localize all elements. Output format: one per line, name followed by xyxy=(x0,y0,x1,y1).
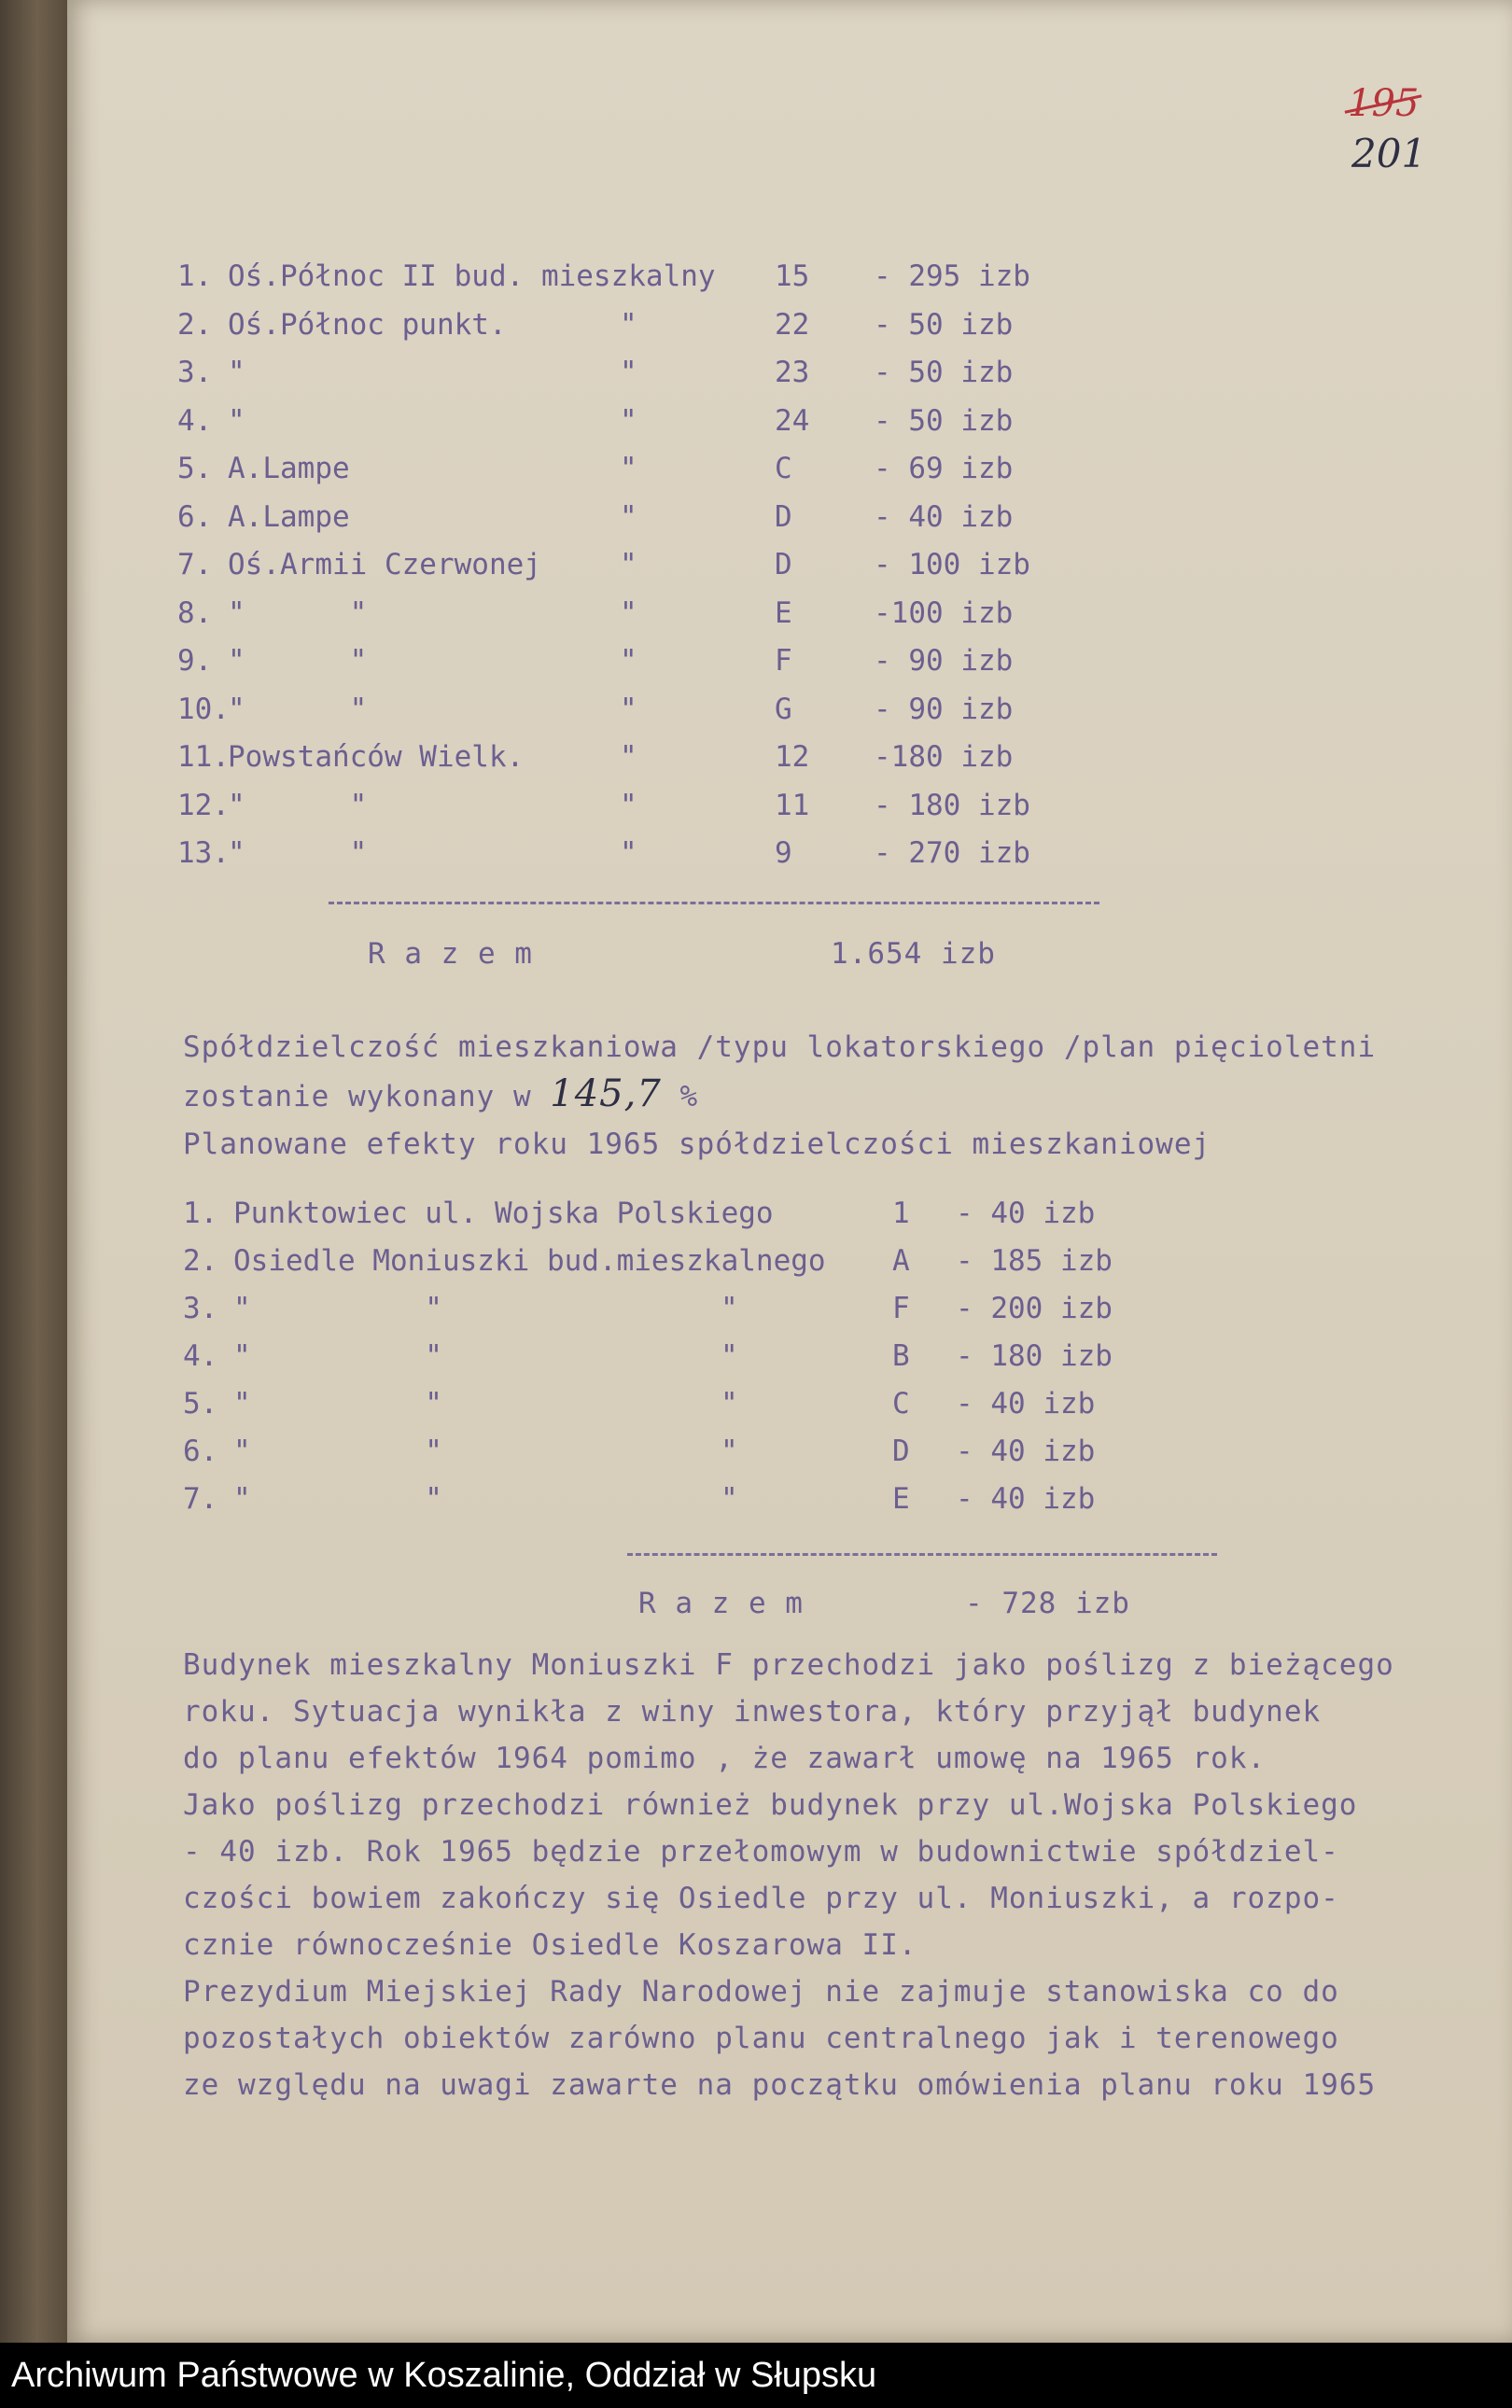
table1-val: - 295 izb xyxy=(874,259,1030,293)
archive-footer: Archiwum Państwowe w Koszalinie, Oddział w Słupsku xyxy=(0,2343,1512,2408)
table1-num: 5. xyxy=(177,452,213,485)
table2-val: - 40 izb xyxy=(956,1482,1096,1516)
table1-name: Powstańców Wielk. xyxy=(228,740,525,774)
paragraph2-line: roku. Sytuacja wynikła z winy inwestora, który przyjął budynek xyxy=(183,1695,1322,1729)
paragraph2-line: do planu efektów 1964 pomimo , że zawarł umowę na 1965 rok. xyxy=(183,1742,1267,1775)
table1-num: 9. xyxy=(177,644,213,678)
table2-num: 7. xyxy=(183,1482,218,1516)
table2-id: B xyxy=(892,1339,910,1373)
book-binding xyxy=(0,0,67,2343)
table1-name: " xyxy=(228,356,245,389)
table1-num: 8. xyxy=(177,595,213,630)
table2-name: Punktowiec ul. Wojska Polskiego xyxy=(233,1197,774,1230)
table1-id: 11 xyxy=(775,788,810,822)
table1-id: 15 xyxy=(775,259,810,293)
table2-val: - 40 izb xyxy=(956,1387,1096,1421)
table1-id: 23 xyxy=(775,356,810,389)
table2-id: F xyxy=(892,1292,910,1325)
page-number: 201 xyxy=(1351,131,1427,176)
table2-id: D xyxy=(892,1435,910,1468)
table2-num: 4. xyxy=(183,1339,218,1373)
table2-num: 1. xyxy=(183,1197,218,1230)
table1-name: " " xyxy=(228,644,368,678)
table1-num: 2. xyxy=(177,307,213,342)
table1-id: 22 xyxy=(775,307,810,342)
paragraph2-line: pozostałych obiektów zarówno planu centralnego jak i terenowego xyxy=(183,2022,1339,2055)
table2-id: E xyxy=(892,1482,910,1516)
table1-name: " " xyxy=(228,595,368,630)
table1-id: 24 xyxy=(775,403,810,438)
table1-val: - 100 izb xyxy=(874,548,1030,581)
table1-num: 11. xyxy=(177,740,230,774)
paragraph2-line: ze względu na uwagi zawarte na początku omówienia planu roku 1965 xyxy=(183,2068,1377,2102)
table1-id: 12 xyxy=(775,740,810,774)
table1-id: D xyxy=(775,548,792,581)
table1-total-label: R a z e m xyxy=(368,937,533,971)
table1-num: 3. xyxy=(177,356,213,389)
table1-num: 4. xyxy=(177,403,213,438)
table1-val: - 90 izb xyxy=(874,692,1014,726)
paragraph2-line: - 40 izb. Rok 1965 będzie przełomowym w budownictwie spółdziel- xyxy=(183,1835,1339,1869)
table1-id: 9 xyxy=(775,836,792,870)
table1-num: 12. xyxy=(177,788,230,822)
table1-mark: " xyxy=(620,836,637,870)
paragraph1-line2-text: zostanie wykonany w xyxy=(183,1080,532,1113)
table1-val: - 270 izb xyxy=(874,836,1030,870)
table2-name: " " xyxy=(233,1292,442,1325)
table2-val: - 185 izb xyxy=(956,1244,1113,1278)
table2-mark: " xyxy=(721,1387,738,1421)
table2-mark: " xyxy=(721,1292,738,1325)
table1-id: D xyxy=(775,499,792,534)
table1-name: A.Lampe xyxy=(228,499,350,534)
table1-val: - 50 izb xyxy=(874,356,1014,389)
paragraph1-line2 xyxy=(183,1072,699,1115)
table1-mark: " xyxy=(620,403,637,438)
table1-num: 7. xyxy=(177,548,213,581)
table1-mark: " xyxy=(620,788,637,822)
table2-id: A xyxy=(892,1244,910,1278)
table2-num: 6. xyxy=(183,1435,218,1468)
document-page xyxy=(67,0,1512,2343)
table1-id: E xyxy=(775,595,792,630)
table1-num: 1. xyxy=(177,259,213,293)
table2-id: C xyxy=(892,1387,910,1421)
table1-name: Oś.Armii Czerwonej xyxy=(228,548,541,581)
table1-name: " " xyxy=(228,788,368,822)
table2-separator xyxy=(627,1553,1217,1556)
table1-id: F xyxy=(775,644,792,678)
table1-val: - 90 izb xyxy=(874,644,1014,678)
table1-val: - 50 izb xyxy=(874,403,1014,438)
table1-id: G xyxy=(775,692,792,726)
table1-mark: " xyxy=(620,452,637,485)
table1-separator xyxy=(329,902,1099,904)
table2-name: " " xyxy=(233,1339,442,1373)
table1-name: Oś.Północ punkt. xyxy=(228,307,507,342)
table1-val: -100 izb xyxy=(874,595,1014,630)
table1-name: A.Lampe xyxy=(228,452,350,485)
percent-sign: % xyxy=(679,1080,699,1113)
table1-mark: " xyxy=(620,595,637,630)
table1-name: " " xyxy=(228,836,368,870)
table1-num: 10. xyxy=(177,692,230,726)
table1-name: " xyxy=(228,403,245,438)
table1-mark: " xyxy=(620,644,637,678)
table2-num: 5. xyxy=(183,1387,218,1421)
table2-name: " " xyxy=(233,1482,442,1516)
paragraph1-line3: Planowane efekty roku 1965 spółdzielczości mieszkaniowej xyxy=(183,1127,1211,1161)
table1-val: - 50 izb xyxy=(874,307,1014,342)
table2-id: 1 xyxy=(892,1197,910,1230)
table1-val: -180 izb xyxy=(874,740,1014,774)
table1-name: Oś.Północ II bud. mieszkalny xyxy=(228,259,716,293)
table2-val: - 40 izb xyxy=(956,1435,1096,1468)
table1-mark: " xyxy=(620,307,637,342)
table1-val: - 40 izb xyxy=(874,499,1014,534)
table1-mark: " xyxy=(620,499,637,534)
table2-name: Osiedle Moniuszki bud.mieszkalnego xyxy=(233,1244,826,1278)
table2-mark: " xyxy=(721,1435,738,1468)
table1-mark: " xyxy=(620,740,637,774)
paragraph2-line: Budynek mieszkalny Moniuszki F przechodzi jako poślizg z bieżącego xyxy=(183,1648,1394,1682)
table1-mark: " xyxy=(620,692,637,726)
handwritten-percentage: 145,7 xyxy=(550,1072,662,1115)
table1-mark: " xyxy=(620,548,637,581)
table2-num: 3. xyxy=(183,1292,218,1325)
table2-name: " " xyxy=(233,1435,442,1468)
table1-val: - 180 izb xyxy=(874,788,1030,822)
table2-mark: " xyxy=(721,1339,738,1373)
paragraph2-line: Prezydium Miejskiej Rady Narodowej nie zajmuje stanowiska co do xyxy=(183,1975,1339,2009)
table1-num: 6. xyxy=(177,499,213,534)
table2-mark: " xyxy=(721,1482,738,1516)
paragraph2-line: Jako poślizg przechodzi również budynek przy ul.Wojska Polskiego xyxy=(183,1788,1358,1822)
table2-total-label: R a z e m xyxy=(638,1587,804,1620)
table2-val: - 200 izb xyxy=(956,1292,1113,1325)
table1-id: C xyxy=(775,452,792,485)
table1-name: " " xyxy=(228,692,368,726)
table2-name: " " xyxy=(233,1387,442,1421)
table1-val: - 69 izb xyxy=(874,452,1014,485)
table2-num: 2. xyxy=(183,1244,218,1278)
paragraph1-line1: Spółdzielczość mieszkaniowa /typu lokatorskiego /plan pięcioletni xyxy=(183,1030,1377,1064)
paragraph2-line: czości bowiem zakończy się Osiedle przy ul. Moniuszki, a rozpo- xyxy=(183,1882,1339,1915)
table1-total-value: 1.654 izb xyxy=(831,937,996,971)
paragraph2-line: cznie równocześnie Osiedle Koszarowa II. xyxy=(183,1928,917,1962)
table2-val: - 180 izb xyxy=(956,1339,1113,1373)
table1-mark: " xyxy=(620,356,637,389)
table2-val: - 40 izb xyxy=(956,1197,1096,1230)
table1-num: 13. xyxy=(177,836,230,870)
struck-page-number: 195 xyxy=(1348,82,1420,125)
table2-total-value: - 728 izb xyxy=(965,1587,1130,1620)
